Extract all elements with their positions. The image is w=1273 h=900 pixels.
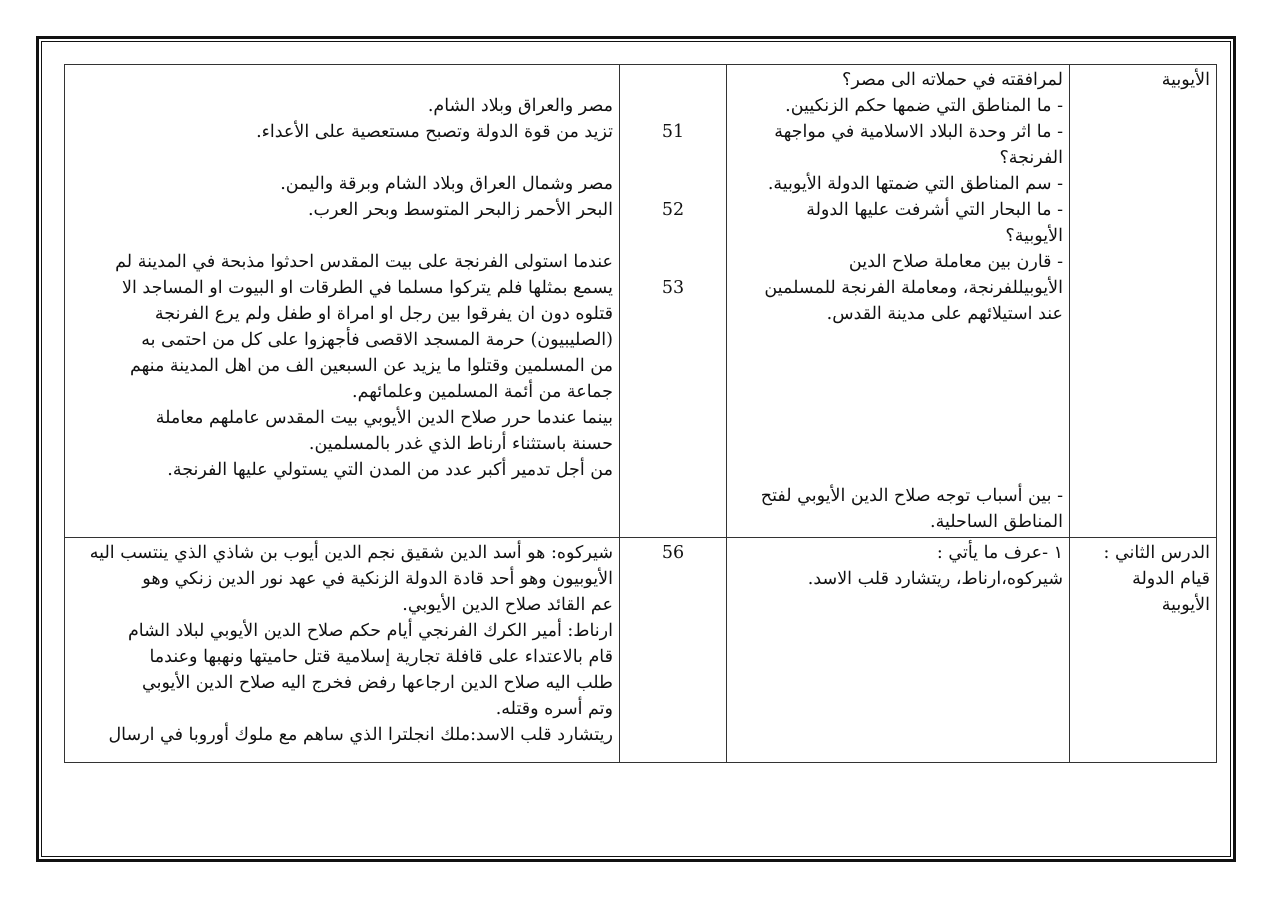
questions-cell — [727, 538, 1070, 763]
page-number: 52 — [661, 200, 685, 220]
question-text: الفرنجة؟ — [999, 148, 1063, 168]
table-row — [65, 65, 1217, 538]
answer-text: (الصليبيون) حرمة المسجد الاقصى فأجهزوا على كل من احتمى به — [141, 330, 613, 350]
page-number-cell — [620, 65, 727, 538]
questions-cell — [727, 65, 1070, 538]
question-text: ١ -عرف ما يأتي : — [936, 543, 1063, 563]
answer-text: مصر وشمال العراق وبلاد الشام وبرقة واليمن. — [280, 174, 613, 194]
answer-text: ريتشارد قلب الاسد:ملك انجلترا الذي ساهم مع ملوك أوروبا في ارسال — [108, 725, 613, 745]
question-text: - بين أسباب توجه صلاح الدين الأيوبي لفتح — [760, 486, 1063, 506]
page-number: 51 — [661, 122, 685, 142]
question-text: المناطق الساحلية. — [930, 512, 1063, 532]
answer-text: تزيد من قوة الدولة وتصبح مستعصية على الأعداء. — [256, 122, 613, 142]
answer-text: البحر الأحمر زالبحر المتوسط وبحر العرب. — [307, 200, 613, 220]
answer-text: عم القائد صلاح الدين الأيوبي. — [402, 595, 613, 615]
question-text: الأيوبية؟ — [1005, 226, 1063, 246]
question-text: شيركوه،ارناط، ريتشارد قلب الاسد. — [807, 569, 1063, 589]
answer-text: قام بالاعتداء على قافلة تجارية إسلامية قتل حاميتها ونهبها وعندما — [149, 647, 613, 667]
lesson-title: الأيوبية — [1161, 70, 1210, 90]
lesson-title: قيام الدولة — [1132, 569, 1210, 589]
question-text: - قارن بين معاملة صلاح الدين — [848, 252, 1063, 272]
answer-text: ارناط: أمير الكرك الفرنجي أيام حكم صلاح الدين الأيوبي لبلاد الشام — [127, 621, 613, 641]
page-number: 53 — [661, 278, 685, 298]
answer-text: قتلوه دون ان يفرقوا بين رجل او امراة او طفل ولم يرع الفرنجة — [154, 304, 613, 324]
answer-text: عندما استولى الفرنجة على بيت المقدس احدثوا مذبحة في المدينة لم — [115, 252, 613, 272]
answer-text: جماعة من أئمة المسلمين وعلمائهم. — [352, 382, 613, 402]
answer-text: يسمع بمثلها فلم يتركوا مسلما في الطرقات او البيوت او المساجد الا — [122, 278, 613, 298]
answer-text: من المسلمين وقتلوا ما يزيد عن السبعين الف من اهل المدينة منهم — [129, 356, 613, 376]
question-text: - ما المناطق التي ضمها حكم الزنكيين. — [785, 96, 1063, 116]
question-text: لمرافقته في حملاته الى مصر؟ — [842, 70, 1063, 90]
answer-text: شيركوه: هو أسد الدين شقيق نجم الدين أيوب بن شاذي الذي ينتسب اليه — [89, 543, 613, 563]
lesson-title: الدرس الثاني : — [1103, 543, 1210, 563]
lesson-cell — [1070, 538, 1217, 763]
question-text: عند استيلائهم على مدينة القدس. — [826, 304, 1063, 324]
page-number-cell — [620, 538, 727, 763]
answer-text: حسنة باستثناء أرناط الذي غدر بالمسلمين. — [308, 434, 613, 454]
question-text: - ما اثر وحدة البلاد الاسلامية في مواجهة — [774, 122, 1063, 142]
question-text: - سم المناطق التي ضمتها الدولة الأيوبية. — [767, 174, 1063, 194]
lesson-title: الأيوبية — [1161, 595, 1210, 615]
answers-cell — [65, 65, 620, 538]
question-text: الأيوبيللفرنجة، ومعاملة الفرنجة للمسلمين — [764, 278, 1063, 298]
page-number: 56 — [661, 543, 685, 563]
answer-text: من أجل تدمير أكبر عدد من المدن التي يستولي عليها الفرنجة. — [167, 460, 613, 480]
answer-text: وتم أسره وقتله. — [495, 699, 613, 719]
answer-text: مصر والعراق وبلاد الشام. — [427, 96, 613, 116]
lesson-table — [64, 64, 1217, 763]
question-text: - ما البحار التي أشرفت عليها الدولة — [806, 200, 1063, 220]
table-row — [65, 538, 1217, 763]
lesson-cell — [1070, 65, 1217, 538]
answers-cell — [65, 538, 620, 763]
answer-text: طلب اليه صلاح الدين ارجاعها رفض فخرج اليه صلاح الدين الأيوبي — [142, 673, 613, 693]
answer-text: الأيوبيون وهو أحد قادة الدولة الزنكية في عهد نور الدين زنكي وهو — [142, 569, 613, 589]
answer-text: بينما عندما حرر صلاح الدين الأيوبي بيت المقدس عاملهم معاملة — [155, 408, 613, 428]
